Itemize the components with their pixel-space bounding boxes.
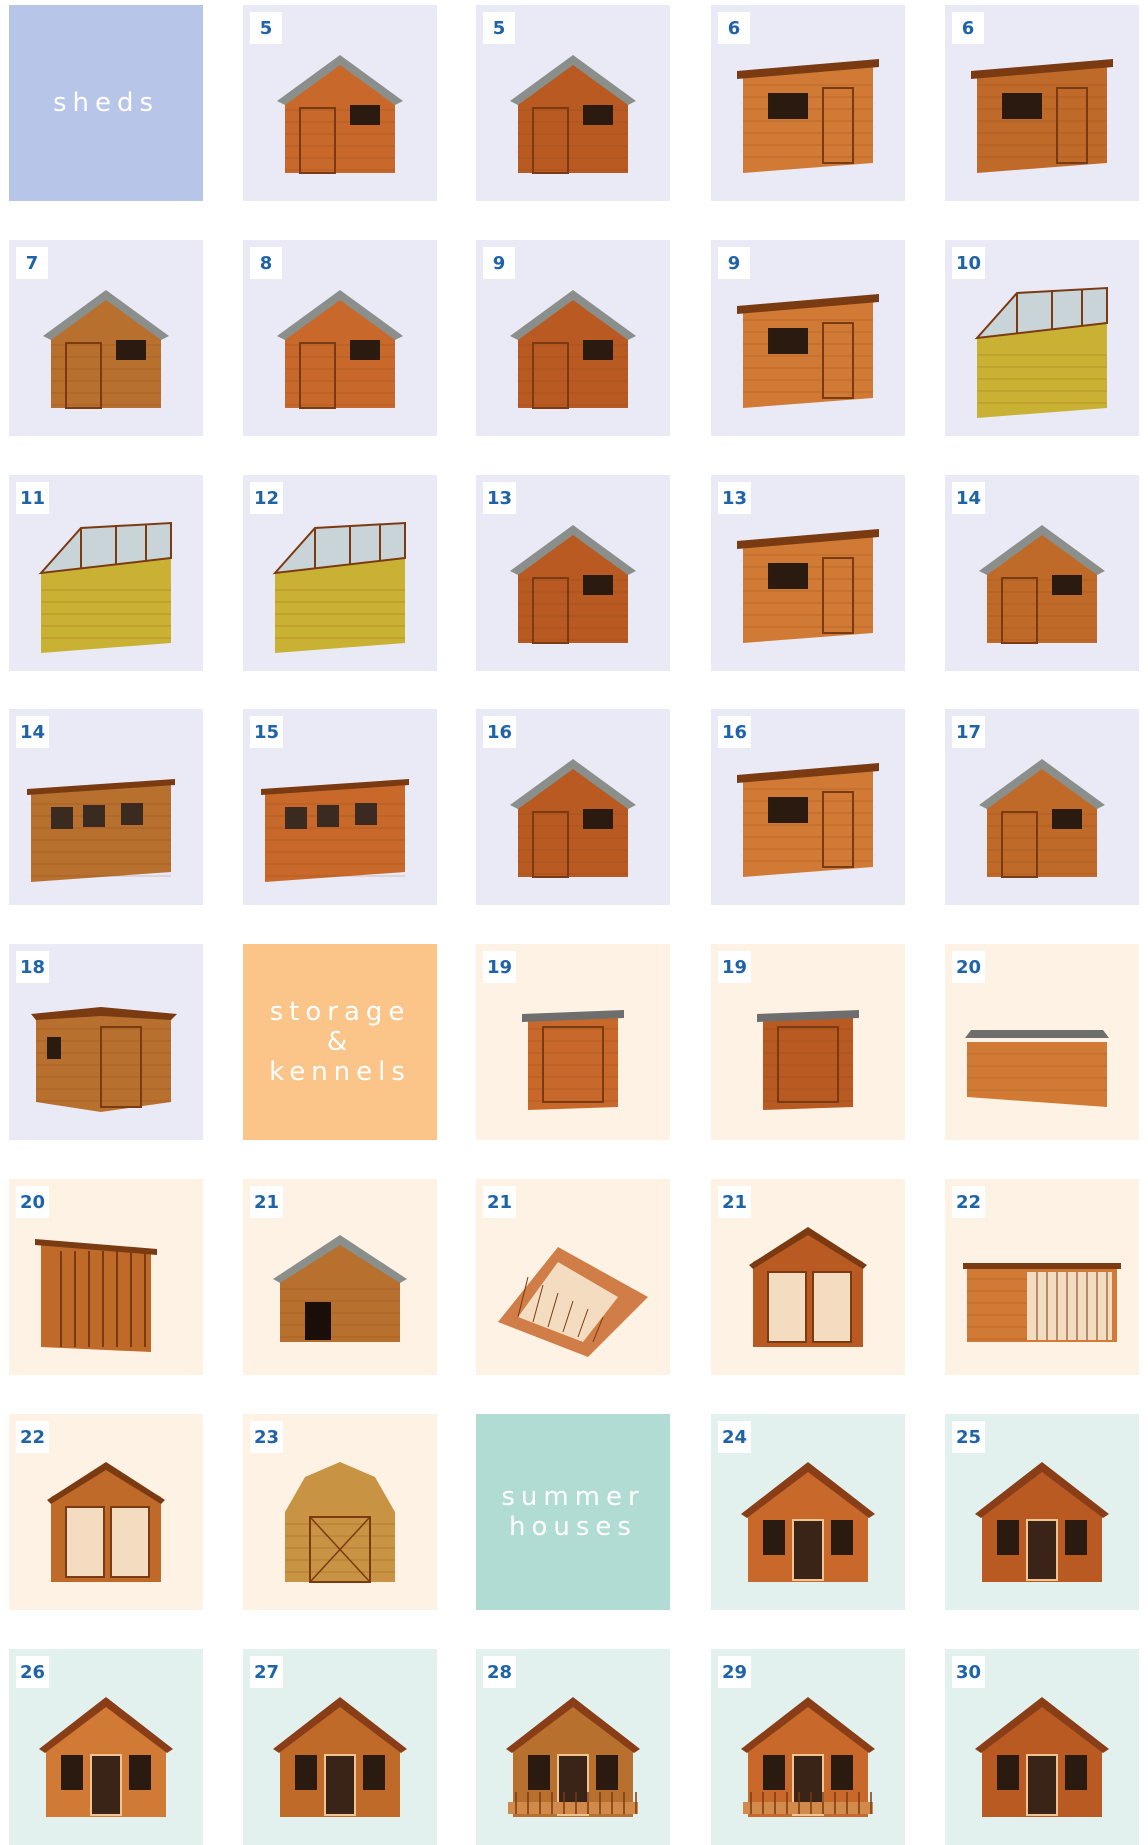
apex-shed-icon bbox=[957, 737, 1127, 897]
page-number-badge: 25 bbox=[952, 1421, 985, 1453]
summerhouse-icon bbox=[255, 1677, 425, 1837]
product-tile[interactable] bbox=[243, 240, 437, 436]
log-store-icon bbox=[21, 1207, 191, 1367]
summerhouse-veranda-icon bbox=[723, 1677, 893, 1837]
page-number-badge: 28 bbox=[483, 1656, 516, 1688]
storage-unit-icon bbox=[723, 972, 893, 1132]
pent-shed-icon bbox=[723, 33, 893, 193]
page-number-badge: 8 bbox=[250, 247, 282, 279]
product-tile[interactable] bbox=[243, 1179, 437, 1375]
product-tile[interactable] bbox=[9, 240, 203, 436]
page-number-badge: 9 bbox=[718, 247, 750, 279]
page-number-badge: 16 bbox=[718, 716, 751, 748]
pent-shed-icon bbox=[723, 268, 893, 428]
ark-icon bbox=[488, 1207, 658, 1367]
kennel-run-icon bbox=[957, 1207, 1127, 1367]
product-tile[interactable] bbox=[243, 1649, 437, 1845]
page-number-badge: 19 bbox=[483, 951, 516, 983]
page-number-badge: 20 bbox=[952, 951, 985, 983]
product-tile[interactable] bbox=[945, 5, 1139, 201]
page-number-badge: 5 bbox=[483, 12, 515, 44]
product-tile[interactable] bbox=[243, 1414, 437, 1610]
page-number-badge: 16 bbox=[483, 716, 516, 748]
page-number-badge: 10 bbox=[952, 247, 985, 279]
kennel-icon bbox=[255, 1207, 425, 1367]
apex-shed-icon bbox=[488, 503, 658, 663]
product-tile[interactable] bbox=[711, 1414, 905, 1610]
page-number-badge: 20 bbox=[16, 1186, 49, 1218]
workshop-icon bbox=[21, 737, 191, 897]
page-number-badge: 22 bbox=[16, 1421, 49, 1453]
pent-shed-icon bbox=[723, 737, 893, 897]
product-tile[interactable] bbox=[945, 1414, 1139, 1610]
summerhouse-icon bbox=[21, 1677, 191, 1837]
product-tile[interactable] bbox=[9, 944, 203, 1140]
page-number-badge: 14 bbox=[16, 716, 49, 748]
product-tile[interactable] bbox=[9, 1179, 203, 1375]
section-header-storage-kennels[interactable] bbox=[243, 944, 437, 1140]
product-tile[interactable] bbox=[243, 5, 437, 201]
product-tile[interactable] bbox=[945, 709, 1139, 905]
page-number-badge: 26 bbox=[16, 1656, 49, 1688]
apex-shed-icon bbox=[488, 737, 658, 897]
section-title-sheds: sheds bbox=[52, 88, 160, 118]
apex-shed-icon bbox=[957, 503, 1127, 663]
product-tile[interactable] bbox=[945, 944, 1139, 1140]
storage-unit-icon bbox=[488, 972, 658, 1132]
product-tile[interactable] bbox=[476, 5, 670, 201]
summerhouse-icon bbox=[723, 1442, 893, 1602]
product-tile[interactable] bbox=[945, 475, 1139, 671]
aviary-icon bbox=[723, 1207, 893, 1367]
section-header-sheds[interactable] bbox=[9, 5, 203, 201]
product-tile[interactable] bbox=[711, 240, 905, 436]
page-number-badge: 19 bbox=[718, 951, 751, 983]
page-number-badge: 17 bbox=[952, 716, 985, 748]
barn-store-icon bbox=[255, 1442, 425, 1602]
page-number-badge: 21 bbox=[718, 1186, 751, 1218]
aviary-icon bbox=[21, 1442, 191, 1602]
page-number-badge: 22 bbox=[952, 1186, 985, 1218]
page-number-badge: 29 bbox=[718, 1656, 751, 1688]
product-tile[interactable] bbox=[476, 709, 670, 905]
page-number-badge: 15 bbox=[250, 716, 283, 748]
section-title-storage-kennels: storage & kennels bbox=[269, 997, 411, 1087]
product-tile[interactable] bbox=[945, 1649, 1139, 1845]
apex-shed-icon bbox=[255, 33, 425, 193]
page-number-badge: 6 bbox=[952, 12, 984, 44]
product-tile[interactable] bbox=[243, 475, 437, 671]
product-tile[interactable] bbox=[476, 944, 670, 1140]
section-header-summer-houses[interactable] bbox=[476, 1414, 670, 1610]
page-number-badge: 23 bbox=[250, 1421, 283, 1453]
page-number-badge: 30 bbox=[952, 1656, 985, 1688]
product-tile[interactable] bbox=[9, 475, 203, 671]
product-tile[interactable] bbox=[9, 1414, 203, 1610]
product-tile[interactable] bbox=[945, 240, 1139, 436]
page-number-badge: 24 bbox=[718, 1421, 751, 1453]
page-number-badge: 13 bbox=[718, 482, 751, 514]
page-number-badge: 21 bbox=[483, 1186, 516, 1218]
workshop-icon bbox=[255, 737, 425, 897]
page-number-badge: 12 bbox=[250, 482, 283, 514]
pent-shed-icon bbox=[723, 503, 893, 663]
potting-shed-icon bbox=[21, 503, 191, 663]
apex-shed-icon bbox=[488, 33, 658, 193]
potting-shed-icon bbox=[255, 503, 425, 663]
product-tile[interactable] bbox=[711, 475, 905, 671]
product-tile[interactable] bbox=[476, 1649, 670, 1845]
section-title-summer-houses: summer houses bbox=[501, 1482, 645, 1542]
product-tile[interactable] bbox=[711, 709, 905, 905]
storage-chest-icon bbox=[957, 972, 1127, 1132]
product-tile[interactable] bbox=[243, 709, 437, 905]
summerhouse-veranda-icon bbox=[488, 1677, 658, 1837]
product-tile[interactable] bbox=[711, 5, 905, 201]
product-tile[interactable] bbox=[711, 1179, 905, 1375]
summerhouse-icon bbox=[957, 1442, 1127, 1602]
product-tile[interactable] bbox=[945, 1179, 1139, 1375]
summerhouse-icon bbox=[957, 1677, 1127, 1837]
page-number-badge: 11 bbox=[16, 482, 49, 514]
product-tile[interactable] bbox=[9, 709, 203, 905]
apex-shed-icon bbox=[488, 268, 658, 428]
product-tile[interactable] bbox=[476, 475, 670, 671]
apex-shed-icon bbox=[255, 268, 425, 428]
page-number-badge: 21 bbox=[250, 1186, 283, 1218]
product-tile[interactable] bbox=[9, 1649, 203, 1845]
apex-shed-icon bbox=[21, 268, 191, 428]
pent-shed-icon bbox=[957, 33, 1127, 193]
product-tile[interactable] bbox=[476, 1179, 670, 1375]
page-number-badge: 13 bbox=[483, 482, 516, 514]
product-tile[interactable] bbox=[476, 240, 670, 436]
page-number-badge: 7 bbox=[16, 247, 48, 279]
page-number-badge: 6 bbox=[718, 12, 750, 44]
page-number-badge: 14 bbox=[952, 482, 985, 514]
potting-shed-icon bbox=[957, 268, 1127, 428]
page-number-badge: 27 bbox=[250, 1656, 283, 1688]
product-tile[interactable] bbox=[711, 944, 905, 1140]
product-tile[interactable] bbox=[711, 1649, 905, 1845]
corner-shed-icon bbox=[21, 972, 191, 1132]
page-number-badge: 9 bbox=[483, 247, 515, 279]
page-number-badge: 18 bbox=[16, 951, 49, 983]
page-number-badge: 5 bbox=[250, 12, 282, 44]
